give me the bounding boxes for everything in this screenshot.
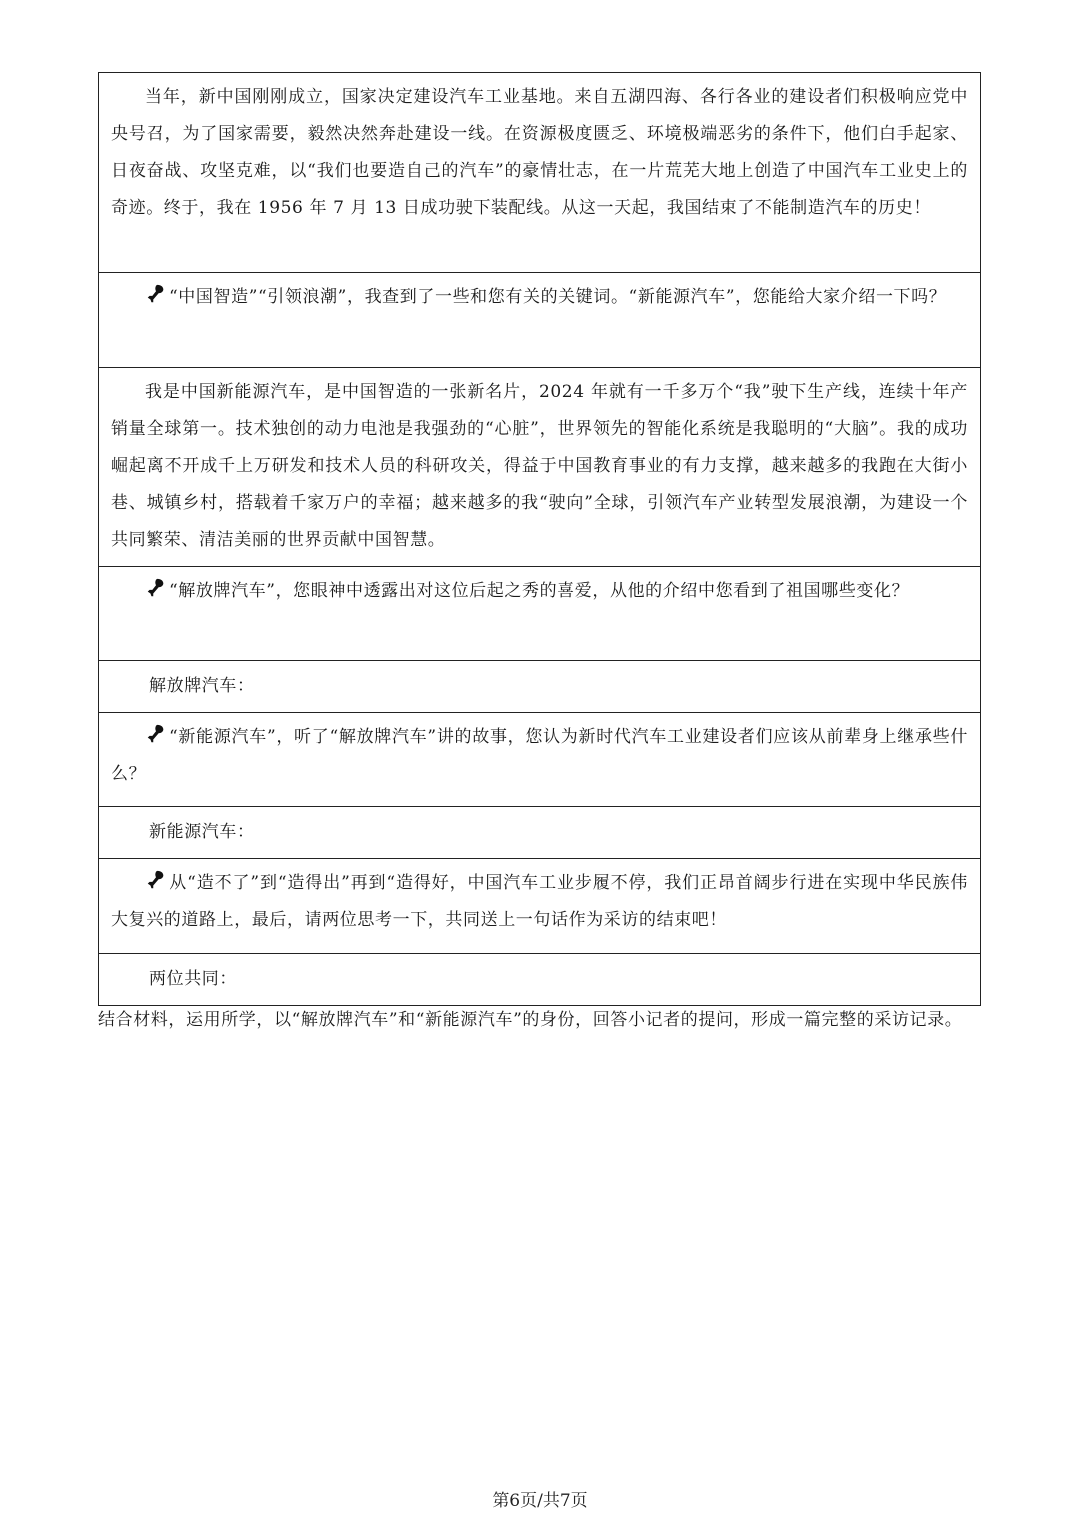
answer-row-new-energy[interactable] — [99, 806, 980, 858]
story-text-new-energy: 我是中国新能源汽车，是中国智造的一张新名片，2024 年就有一千多万个“我”驶下生产线，连续十年产销量全球第一。技术独创的动力电池是我强劲的“心脏”，世界领先的智能化系统是我聪明的“大脑”。我的成功崛起离不开成千上万研发和技术人员的科研攻关，得益于中国教育事业的有力支撑，越来越多的我跑在大街小巷、城镇乡村，搭载着千家万户的幸福；越来越多的我“驶向”全球，引领汽车产业转型发展浪潮，为建设一个共同繁荣、清洁美丽的世界贡献中国智慧。 — [111, 382, 968, 550]
question-2: “解放牌汽车”，您眼神中透露出对这位后起之秀的喜爱，从他的介绍中您看到了祖国哪些变化？ — [169, 581, 910, 601]
question-text-2 — [111, 573, 968, 610]
story-row-jiefang — [99, 73, 980, 272]
task-instruction: 结合材料，运用所学，以“解放牌汽车”和“新能源汽车”的身份，回答小记者的提问，形成一篇完整的采访记录。 — [98, 1010, 963, 1030]
question-text-4 — [111, 865, 968, 939]
page-number: 第6页/共7页 — [492, 1491, 588, 1511]
microphone-icon — [145, 723, 167, 745]
answer-label-new-energy: 新能源汽车： — [149, 822, 255, 842]
microphone-icon — [145, 577, 167, 599]
question-row-3 — [99, 712, 980, 806]
answer-row-both[interactable] — [99, 953, 980, 1005]
question-3: “新能源汽车”，听了“解放牌汽车”讲的故事，您认为新时代汽车工业建设者们应该从前辈身上继承些什么？ — [111, 727, 968, 784]
question-text-3 — [111, 719, 968, 793]
question-text-1 — [111, 279, 968, 316]
question-row-1 — [99, 272, 980, 367]
question-1: “中国智造”“引领浪潮”，我查到了一些和您有关的关键词。“新能源汽车”，您能给大家介绍一下吗？ — [169, 287, 947, 307]
answer-row-jiefang[interactable] — [99, 660, 980, 712]
answer-label-both: 两位共同： — [149, 969, 237, 989]
interview-table — [98, 72, 981, 1006]
story-row-new-energy — [99, 367, 980, 566]
microphone-icon — [145, 869, 167, 891]
microphone-icon — [145, 283, 167, 305]
answer-label-jiefang: 解放牌汽车： — [149, 676, 255, 696]
question-row-2 — [99, 566, 980, 660]
question-4: 从“造不了”到“造得出”再到“造得好，中国汽车工业步履不停，我们正昂首阔步行进在实现中华民族伟大复兴的道路上，最后，请两位思考一下，共同送上一句话作为采访的结束吧！ — [111, 873, 968, 930]
story-text-jiefang: 当年，新中国刚刚成立，国家决定建设汽车工业基地。来自五湖四海、各行各业的建设者们积极响应党中央号召，为了国家需要，毅然决然奔赴建设一线。在资源极度匮乏、环境极端恶劣的条件下，他们白手起家、日夜奋战、攻坚克难，以“我们也要造自己的汽车”的豪情壮志，在一片荒芜大地上创造了中国汽车工业史上的奇迹。终于，我在 1956 年 7 月 13 日成功驶下装配线。从这一天起，我国结束了不能制造汽车的历史！ — [111, 87, 968, 218]
question-row-4 — [99, 858, 980, 953]
